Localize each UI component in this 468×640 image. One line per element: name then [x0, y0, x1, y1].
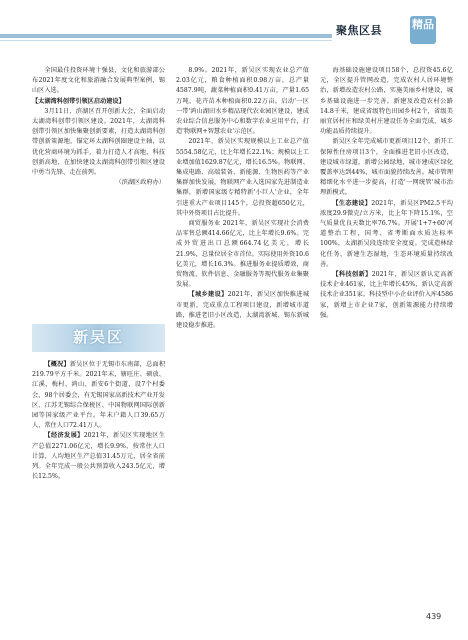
banner-title: 新吴区 [72, 328, 124, 346]
paragraph: 新吴区位于无锡市东南部，总面积219.79平方千米。2021年末，辖旺庄、硕放、江溪、梅村、鸿山、新安6个街道，设7个村委会、98个居委会，有无锡国家高新技术产业开发区、江苏无锡综合保税区、中国物联网国际创新园等国家级产业平台。年末户籍人口39.65万人，常住人口72.41万人。 [32, 361, 166, 430]
paragraph: 全国最佳投资环境十强县，文化和旅游部公布2021年度文化和旅游融合发展典型案例，锡山区入选。 [32, 67, 165, 95]
page-header [0, 0, 468, 58]
source-caption: （滨湖区政府办） [115, 179, 165, 187]
section-title: 聚焦区县 [336, 24, 382, 37]
paragraph: 3月11日，滨湖区召开创新大会，全面启动太湖湾科创带引领区建设。2021年，太湖湾科创带引领区加快集聚创新要素，打造太湖湾科创带创新策源地，锚定环太湖科创圈建设主轴，以优化营商环境为抓手，着力打造人才高地、科技创新高地，在加快建设太湖湾科创带引领区建设中勇当先锋、走在前列。 [32, 107, 165, 177]
paragraph: 8.9%。2021年，新吴区实现农业总产值2.03亿元，粮食种植面积0.98万亩，总产量4587.9吨，蔬菜种植面积0.41万亩，产量1.65万吨，花卉苗木种植面积0.22万亩。启动'一区一带'鸿山湖田水乡精品现代农业园区建设，建成农业综合信息服务中心和数字农业应用平台，打造'物联网+智慧农业'示范区。 [176, 67, 309, 136]
section-heading: 【太湖湾科创带引领区启动建设】 [32, 97, 125, 105]
text-column-1-lower [32, 360, 165, 482]
page-number: 439 [426, 612, 442, 621]
section-heading: 【城乡建设】 [188, 291, 228, 299]
header-rule [0, 34, 332, 38]
text-column-2 [176, 66, 309, 331]
paragraph: 海基础设施建设项目58个，总投资45.6亿元，全区提升管网改造，完成农村人居环境整治，新增改造农村公路，实施美丽乡村建设，城乡基础设施进一步完善。新建及改造农村公路14.8千米，建成省级特色田园乡村2个，省级美丽宜居村庄和绿美村庄建设任务全面完成，城乡功能品质持续提升。 [320, 67, 453, 136]
paragraph: 2021年，新吴区PM2.5平均浓度29.9微克/立方米，比上年下降15.1%，空气质量优良天数比率76.7%。开展'1+7+60'河道整治工程，国考、省考断面水质达标率100%，太湖新吴段连续安全度夏。完成造林绿化任务，新建生态湿地，生态环境质量持续改善。 [320, 199, 453, 268]
paragraph: 2021年，新吴区新认定高新技术企业461家，比上年增长45%，新认定高新技术企业351家。科技型中小企业评价入库4586家，新增上市企业7家，创新策源能力持续增强。 [320, 271, 454, 319]
header-rule-thin [0, 40, 332, 41]
district-banner [32, 318, 165, 356]
paragraph: 新吴区全年完成城市更新项目12个，新开工保障性住房项目3个，全面推进老旧小区改造，建设城市绿道，新增公园绿地，城市建成区绿化覆盖率达到44%，城市面貌持续改善。城市管理精细化水平进一步提高，打造'一网统管'城市治理新模式。 [320, 138, 453, 197]
paragraph: 2021年，新吴区加快推进城市更新，完成重点工程项目建设，新增城市道路，推进老旧小区改造，太湖湾新城、锡东新城建设稳步推进。 [176, 291, 310, 330]
paragraph: 2021年，新吴区实现地区生产总值2271.06亿元，增长9.9%，按常住人口计算，人均地区生产总值31.45万元，居全省前列。全年完成一般公共预算收入243.5亿元，增长12.5%。 [32, 432, 166, 481]
text-column-1 [32, 66, 165, 188]
paragraph: 2021年，新吴区实现规模以上工业总产值5554.58亿元，比上年增长22.1%；规模以上工业增加值1629.87亿元，增长16.5%。物联网、集成电路、高端装备、新能源、生物医药等产业集群加快发展，物联网产业入选国家先进制造业集群，新增国家级专精特新'小巨人'企业，全年引进重大产业项目145个，总投资超650亿元，其中外资项目占比提升。 [176, 138, 309, 217]
section-heading: 【经济发展】 [44, 432, 84, 440]
section-heading: 【科技创新】 [332, 271, 372, 279]
yearbook-logo: 精品 [410, 16, 436, 44]
text-column-3 [320, 66, 453, 321]
paragraph: 商贸服务业 2021年，新吴区实现社会消费品零售总额414.66亿元，比上年增长9.6%。完成外贸进出口总额664.74亿美元，增长21.9%，总量位居全市首位。实际使用外资10.6亿美元，增长16.3%。推进服务业提质增效，商贸物流、软件信息、金融服务等现代服务业集聚发展。 [176, 220, 309, 289]
section-heading: 【生态建设】 [332, 199, 372, 207]
section-heading: 【概况】 [44, 361, 70, 368]
